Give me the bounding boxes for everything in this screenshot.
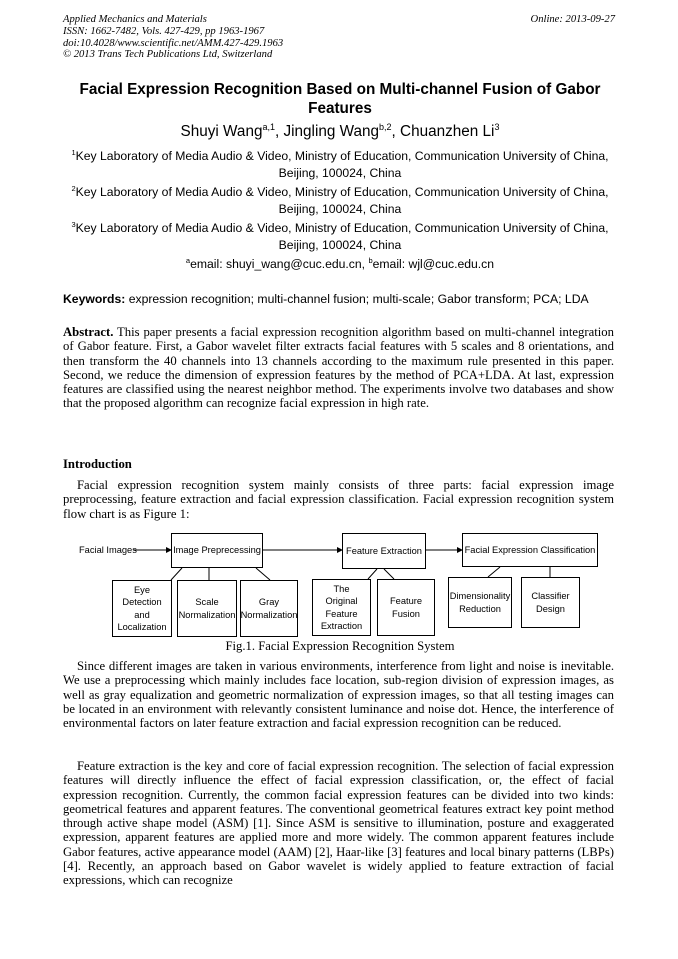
issn-line: ISSN: 1662-7482, Vols. 427-429, pp 1963-1967 [63,25,265,37]
connector-original [368,569,377,579]
email-superscript: b [368,256,373,265]
affiliation-line: Beijing, 100024, China [278,166,402,180]
stage-extraction: Feature Extraction [342,533,426,569]
substep-feature-fusion: Feature Fusion [377,579,435,636]
figure-caption: Fig.1. Facial Expression Recognition System [225,639,455,653]
author-name: Jingling Wang [283,123,380,140]
email-superscript: a [185,256,191,265]
affiliation-superscript: 3 [71,220,76,229]
affiliation [55,220,625,254]
paper-title: Facial Expression Recognition Based on Multi-channel Fusion of Gabor Features [79,81,601,117]
substep-classifier-design: Classifier Design [521,577,580,628]
affiliation-line: Key Laboratory of Media Audio & Video, Ministry of Education, Communication University of China, [75,149,609,163]
connector-fusion [384,569,394,579]
affiliation-line: Beijing, 100024, China [278,202,402,216]
affiliation-superscript: 1 [71,148,76,157]
author-separator: , [274,123,284,140]
author-separator: , [391,123,401,140]
substep-original-feature-extraction: The Original Feature Extraction [312,579,371,636]
author-name: Chuanzhen Li [400,123,495,140]
paragraph: Feature extraction is the key and core of facial expression recognition. The selection of facial expression features will directly influence the effect of facial expression classification, or, the effect of facial expression recognition. Currently, the common facial expression features can be divided into two kinds: geometrical features and apparent features. The conventional geometrical features extract key point method through active shape model (ASM) [1]. Since ASM is sensitive to illumination, posture and exaggerated expression, apparent features are applied more and more widely. The common apparent features include Gabor features, active appearance model (AAM) [2], Haar-like [3] features and local binary patterns (LBPs) [4]. Recently, an approach based on Gabor wavelet is widely applied to feature extraction of facial expressions, which can recognize [63,759,614,888]
author-superscript: b,2 [379,122,392,132]
author-superscript: 3 [494,122,500,132]
paragraph: Since different images are taken in various environments, interference from light and noise is inevitable. We use a preprocessing which mainly includes face location, sub-region division of expression images, as well as gray equalization and geometric normalization of expression images, so that all testing images can be located in an environment with relevantly consistent luminance and noise dot. Hence, the interference of environmental factors on later feature extraction and facial expression recognition can be reduced. [63,659,614,731]
affiliation-line: Beijing, 100024, China [278,238,402,252]
substep-dimensionality-reduction: Dimensionality Reduction [448,577,512,628]
section-heading: Introduction [63,457,132,471]
input-label: Facial Images [79,545,137,555]
connector-eye [171,568,182,580]
email-text: email: shuyi_wang@cuc.edu.cn, [190,257,369,271]
affiliation [55,148,625,182]
doi-line: doi:10.4028/www.scientific.net/AMM.427-429.1963 [63,37,284,49]
journal-name: Applied Mechanics and Materials [63,14,207,25]
email-line [55,256,625,273]
abstract-label: Abstract. [63,325,114,339]
affiliation-line: Key Laboratory of Media Audio & Video, Ministry of Education, Communication University of China, [75,185,609,199]
keywords-label: Keywords: [63,292,126,306]
keywords [63,291,623,307]
journal-header [63,14,283,61]
author-superscript: a,1 [262,122,275,132]
affiliation-superscript: 2 [71,184,76,193]
affiliation [55,184,625,218]
substep-scale-normalization: Scale Normalization [177,580,237,637]
substep-gray-normalization: Gray Normalization [240,580,298,637]
abstract-text: This paper presents a facial expression recognition algorithm based on multi-channel integration of Gabor feature. First, a Gabor wavelet filter extracts facial features with 5 scales and 8 orientations, and then transform the 40 channels into 13 channels according to the maximum rule presented in this paper. Second, we reduce the dimension of expression features by the method of PCA+LDA. At last, expression features are classified using the nearest neighbor method. The experiments involve two databases and show that the proposed algorithm can recognize facial expression in high rate. [63,325,614,411]
affiliation-line: Key Laboratory of Media Audio & Video, Ministry of Education, Communication University of China, [75,221,609,235]
abstract [63,325,614,411]
substep-eye-detection: Eye Detection and Localization [112,580,172,637]
author-list [55,122,625,141]
online-date: Online: 2013-09-27 [530,14,615,25]
stage-classification: Facial Expression Classification [462,533,598,567]
paragraph: Facial expression recognition system mainly consists of three parts: facial expression image preprocessing, feature extraction and facial expression classification. Facial expression recognition system flow chart is as Figure 1: [63,478,614,521]
copyright-line: © 2013 Trans Tech Publications Ltd, Switzerland [63,49,273,61]
author-name: Shuyi Wang [180,123,263,140]
email-text: email: wjl@cuc.edu.cn [372,257,495,271]
keywords-text: expression recognition; multi-channel fusion; multi-scale; Gabor transform; PCA; LDA [125,292,589,306]
stage-preprocessing: Image Preprecessing [171,533,263,568]
connector-gray [256,568,270,580]
connector-dimensionality [488,567,500,577]
